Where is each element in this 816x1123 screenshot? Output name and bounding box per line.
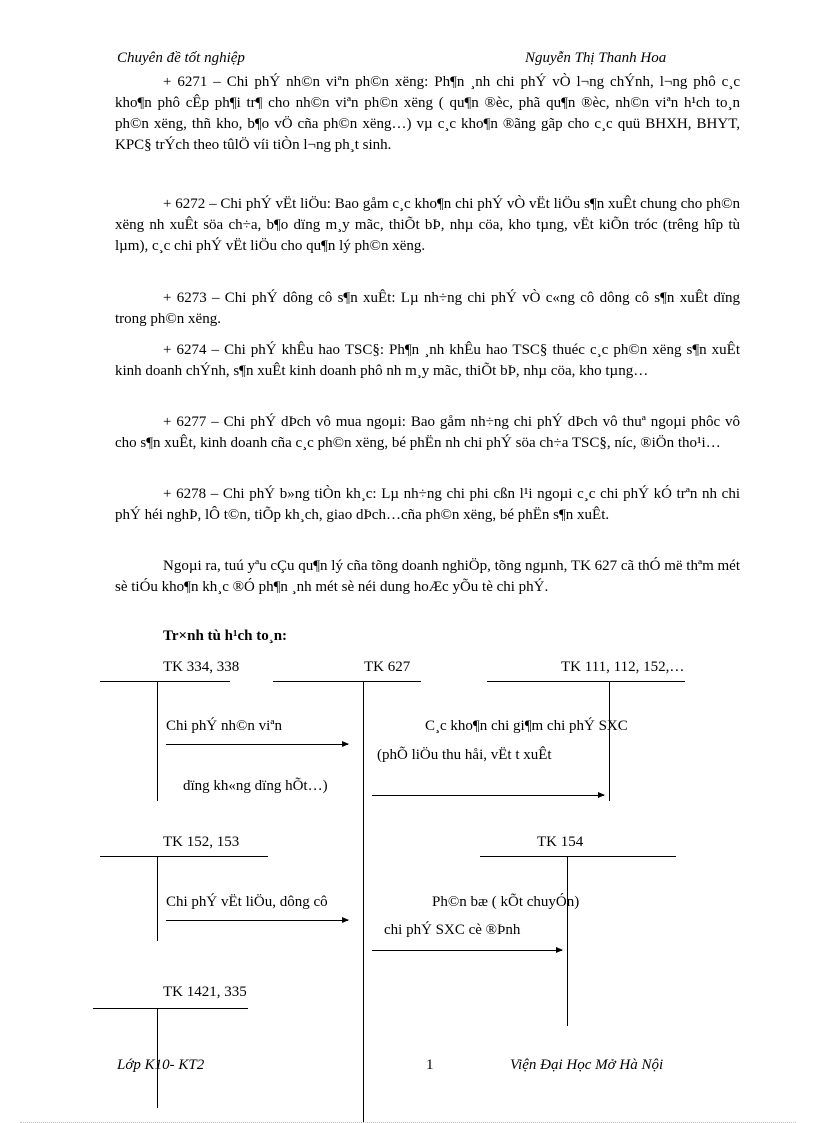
t-line-tk152 [100,856,268,857]
diagram-title: Tr×nh tù h¹ch to¸n: [163,628,288,644]
account-tk627: TK 627 [364,659,411,675]
footer-institution: Viện Đại Học Mở Hà Nội [510,1057,664,1073]
arrow-627-to-111 [372,795,604,796]
footer-page-number: 1 [426,1057,434,1073]
t-stem-tk627 [363,681,364,1123]
t-stem-tk334 [157,681,158,801]
account-tk154: TK 154 [537,834,584,850]
arrow-materials-to-627 [166,920,348,921]
paragraph-6271: + 6271 – Chi phÝ nh©n viªn ph©n xëng: Ph¶n ¸nh chi phÝ vÒ l¬ng chÝnh, l¬ng phô c¸c kho¶n phô cÊp ph¶i tr¶ cho nh©n viªn ph©n xëng ( qu¶n ®èc, phã qu¶n ®èc, nh©n viªn h¹ch to¸n ph©n xëng, thñ kho, b¶o vÖ cña ph©n xëng…) vµ c¸c kho¶n ®ãng gãp cho c¸c quü BHXH, BHYT, KPC§ trÝch theo tûlÖ víi tiÒn l¬ng ph¸t sinh. [115,74,740,153]
t-line-tk111 [487,681,685,682]
entry-label-allocation: Ph©n bæ ( kÕt chuyÓn) [432,894,580,910]
entry-label-materials: Chi phÝ vËt liÖu, dông cô [166,894,328,910]
header-author: Nguyễn Thị Thanh Hoa [525,50,667,66]
entry-label-reductions: C¸c kho¶n chi gi¶m chi phÝ SXC [425,718,628,734]
account-tk334-338: TK 334, 338 [163,659,240,675]
t-stem-tk154 [567,856,568,1026]
entry-label-fixed-sxc: chi phÝ SXC cè ®Þnh [384,922,521,938]
paragraph-6272: + 6272 – Chi phÝ vËt liÖu: Bao gåm c¸c kho¶n chi phÝ vÒ vËt liÖu s¶n xuÊt chung cho ph©n xëng nh xuÊt söa ch÷a, b¶o dïng m¸y mãc, thiÕt bÞ, nhµ cöa, kho tµng, vËt kiÕn tróc (trêng hîp tù lµm), c¸c chi phÝ vËt liÖu cho qu¶n lý ph©n xëng. [115,196,740,254]
arrow-staff-to-627 [166,744,348,745]
footer-class: Lớp K10- KT2 [117,1057,205,1073]
header-title-left: Chuyên đề tốt nghiệp [117,50,245,66]
entry-label-unused: dïng kh«ng dïng hÕt…) [183,778,328,794]
arrow-627-to-154 [372,950,562,951]
t-line-tk1421 [93,1008,248,1009]
paragraph-other: Ngoµi ra, tuú yªu cÇu qu¶n lý cña tõng doanh nghiÖp, tõng ngµnh, TK 627 cã thÓ më thªm mét sè tiÓu kho¶n kh¸c ®Ó ph¶n ¸nh mét sè néi dung hoÆc yÕu tè chi phÝ. [115,558,741,595]
account-tk1421-335: TK 1421, 335 [163,984,247,1000]
paragraph-6278: + 6278 – Chi phÝ b»ng tiÒn kh¸c: Lµ nh÷ng chi phi cßn l¹i ngoµi c¸c chi phÝ kÓ trªn nh chi phÝ héi nghÞ, lÔ t©n, tiÕp kh¸ch, giao dÞch…cña ph©n xëng, bé phËn s¶n xuÊt. [115,486,740,523]
entry-label-staff-cost: Chi phÝ nh©n viªn [166,718,282,734]
paragraph-6273: + 6273 – Chi phÝ dông cô s¶n xuÊt: Lµ nh÷ng chi phÝ vÒ c«ng cô dông cô s¶n xuÊt dïng trong ph©n xëng. [115,290,740,327]
t-line-tk154 [480,856,676,857]
account-tk152-153: TK 152, 153 [163,834,240,850]
account-tk111-112-152: TK 111, 112, 152,… [561,659,685,675]
t-stem-tk111 [609,681,610,801]
t-line-tk627 [273,681,421,682]
paragraph-6277: + 6277 – Chi phÝ dÞch vô mua ngoµi: Bao gåm nh÷ng chi phÝ dÞch vô thuª ngoµi phôc vô cho s¶n xuÊt, kinh doanh cña c¸c ph©n xëng, bé phËn nh chi phÝ söa ch÷a TSC§, níc, ®iÖn tho¹i… [115,414,740,451]
entry-label-scrap: (phÕ liÖu thu håi, vËt t xuÊt [377,747,552,763]
paragraph-6274: + 6274 – Chi phÝ khÊu hao TSC§: Ph¶n ¸nh khÊu hao TSC§ thuéc c¸c ph©n xëng s¶n xuÊt kinh doanh chÝnh, s¶n xuÊt kinh doanh phô nh m¸y mãc, thiÕt bÞ, nhµ cöa, kho tµng… [115,342,740,379]
t-line-tk334 [100,681,230,682]
t-stem-tk152 [157,856,158,941]
